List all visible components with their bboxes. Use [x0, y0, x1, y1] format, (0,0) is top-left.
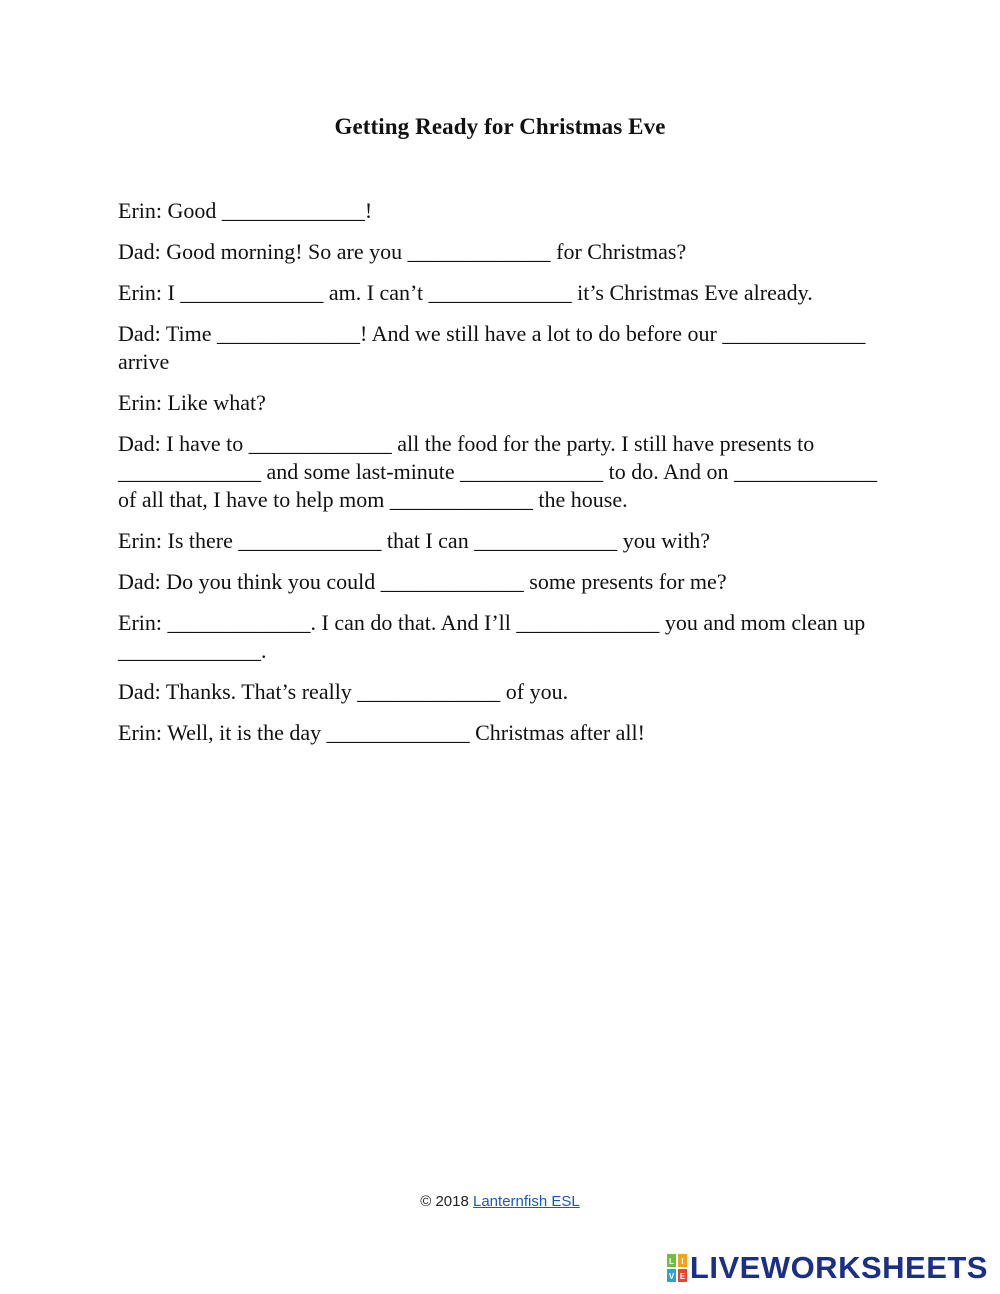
- logo-letter: L: [668, 1257, 674, 1266]
- dialogue-line: Erin: Is there _____________ that I can _____________ you with?: [118, 528, 711, 553]
- dialogue-line: Erin: Well, it is the day _____________ Christmas after all!: [118, 720, 645, 745]
- dialogue-line: Dad: I have to _____________ all the food for the party. I still have presents to _____________ and some last-minute _____________ to do. And on _____________ of all that, I have to help mom _____________ the house.: [118, 431, 883, 512]
- dialogue-line: Dad: Do you think you could _____________ some presents for me?: [118, 569, 727, 594]
- logo-letter: E: [679, 1272, 686, 1281]
- dialogue-line: Erin: Like what?: [118, 390, 266, 415]
- footer: [0, 1193, 1000, 1210]
- logo-letter: V: [668, 1272, 675, 1281]
- dialogue-line: Erin: _____________. I can do that. And I’ll _____________ you and mom clean up _____________.: [118, 610, 871, 663]
- liveworksheets-brand[interactable]: [667, 1250, 988, 1286]
- worksheet-title: Getting Ready for Christmas Eve: [334, 114, 666, 139]
- dialogue-line: Dad: Time _____________! And we still have a lot to do before our _____________ arrive: [118, 321, 871, 374]
- dialogue-line: Erin: I _____________ am. I can’t _____________ it’s Christmas Eve already.: [118, 280, 813, 305]
- copyright-text: © 2018: [420, 1193, 469, 1210]
- liveworksheets-logo-icon: [667, 1254, 687, 1282]
- dialogue-line: Erin: Good _____________!: [118, 198, 373, 223]
- dialogue-line: Dad: Thanks. That’s really _____________ of you.: [118, 679, 569, 704]
- brand-name: LIVEWORKSHEETS: [689, 1250, 988, 1285]
- lanternfish-link[interactable]: Lanternfish ESL: [473, 1193, 580, 1210]
- dialogue: [118, 197, 898, 760]
- dialogue-line: Dad: Good morning! So are you _____________ for Christmas?: [118, 239, 687, 264]
- logo-letter: I: [681, 1257, 684, 1266]
